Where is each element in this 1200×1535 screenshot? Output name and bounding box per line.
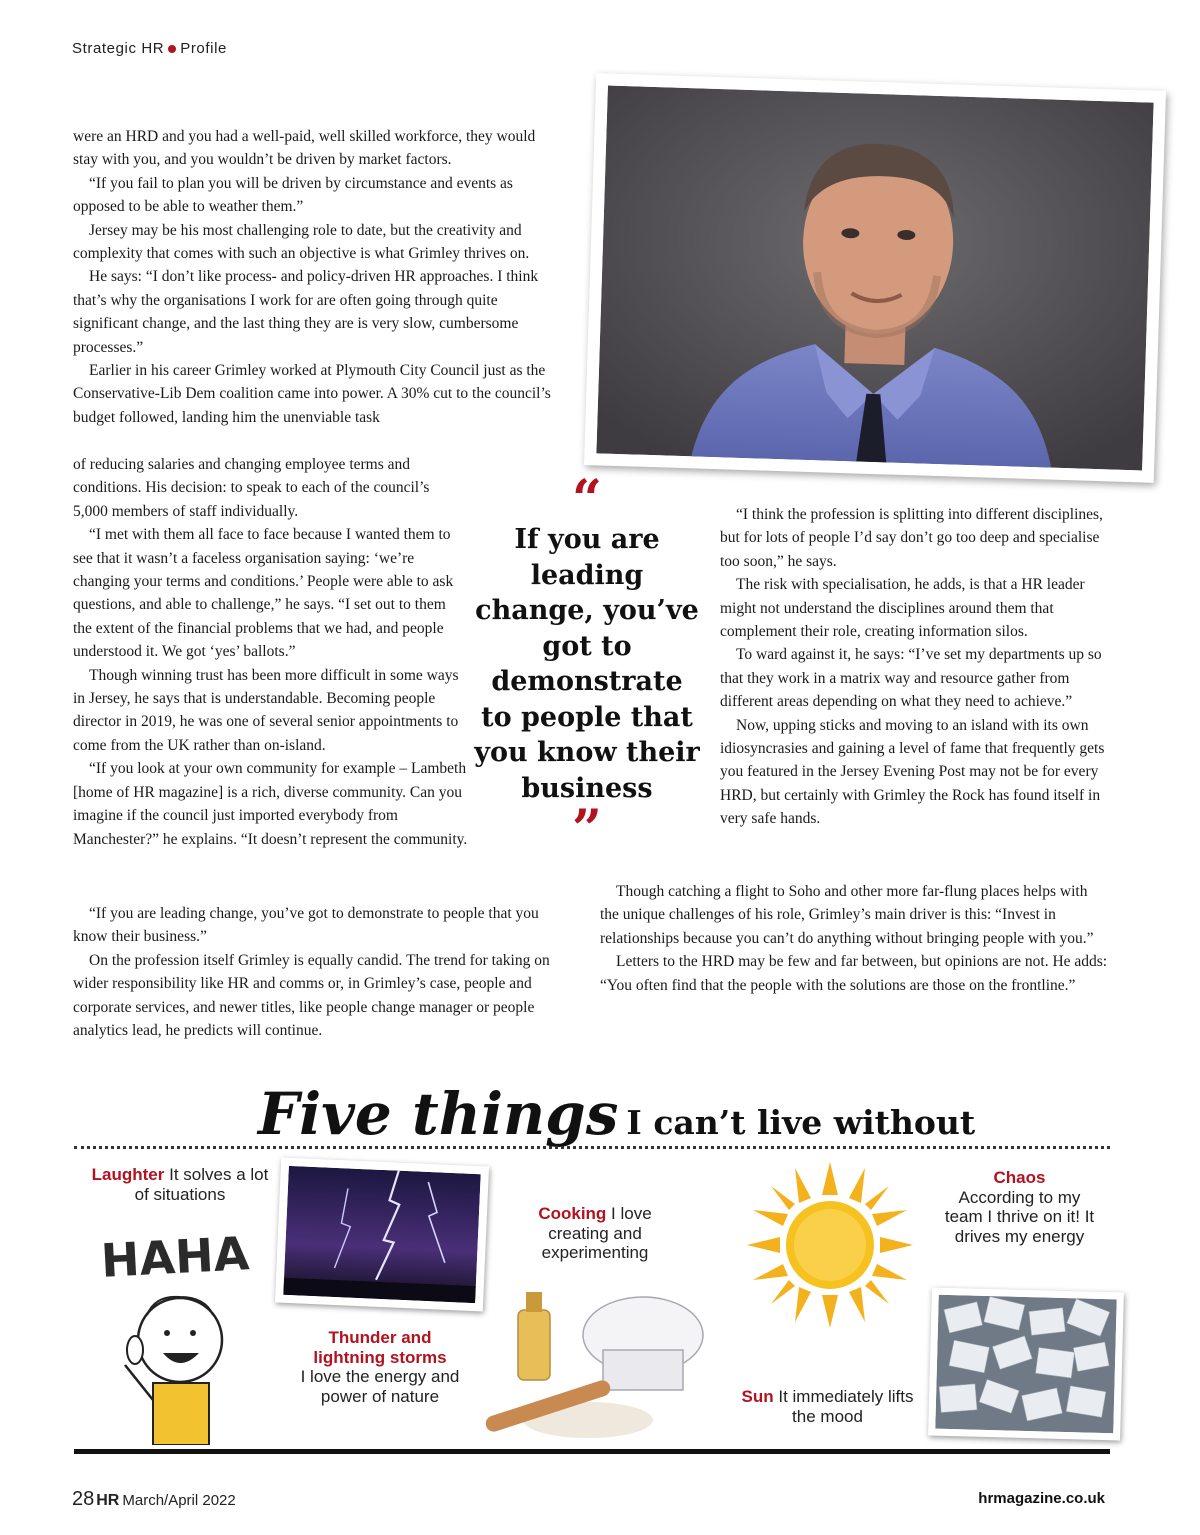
paragraph: of reducing salaries and changing employee terms and conditions. His decision: to speak to each of the council’s 5,000 members of staff individually.	[73, 456, 430, 520]
paragraph: Letters to the HRD may be few and far between, but opinions are not. He adds: “You often find that the people with the solutions are those on the frontline.”	[600, 953, 1108, 994]
paragraph: To ward against it, he says: “I’ve set my departments up so that they work in a matrix way and resource gather from different areas depending on what they need to achieve.”	[720, 646, 1102, 711]
page-number: 28	[72, 1488, 95, 1510]
laughing-cartoon-icon	[95, 1215, 255, 1445]
pull-quote-text: If you are leading change, you’ve got to demonstrate to people that you know their business	[474, 524, 700, 804]
paragraph: He says: “I don’t like process- and policy-driven HR approaches. I think that’s why the organisations I work for are often going through quite significant change, and the last thing they are is very slow, cumbersome processes.”	[73, 268, 539, 356]
item-laughter	[90, 1165, 270, 1204]
sun-icon	[745, 1160, 915, 1330]
paragraph: “If you look at your own community for example – Lambeth [home of HR magazine] is a rich, diverse community. Can you imagine if the council just imported everybody from Manchester?” he explains. “It doesn’t represent the community.	[73, 760, 468, 848]
item-description: It solves a lot of situations	[134, 1165, 269, 1204]
portrait-photo	[584, 73, 1166, 483]
five-things-title	[258, 1080, 975, 1148]
item-heading: Thunder and lightning storms	[313, 1328, 447, 1367]
item-description: I love the energy and power of nature	[300, 1367, 460, 1406]
paragraph: Though catching a flight to Soho and other more far-flung places helps with the unique challenges of his role, Grimley’s main driver is this: “Invest in relationships because you can’t do anything without bringing people with you.”	[600, 883, 1094, 947]
bottom-rule	[74, 1449, 1110, 1454]
paragraph: Now, upping sticks and moving to an island with its own idiosyncrasies and gaining a level of fame that frequently gets you featured in the Jersey Evening Post may not be for every HRD, but certainly with Grimley the Rock has found itself in very safe hands.	[720, 716, 1105, 828]
paragraph: “I think the profession is splitting into different disciplines, but for lots of people I’d say don’t go too deep and specialise too soon,” he says.	[720, 506, 1103, 570]
item-chaos	[942, 1168, 1097, 1246]
cooking-illustration-icon	[478, 1280, 728, 1445]
article-column-right-top	[720, 503, 1112, 831]
close-quote-icon: ”	[572, 799, 602, 860]
item-thunder	[295, 1328, 465, 1406]
item-description: I love creating and experimenting	[541, 1204, 652, 1262]
paragraph: The risk with specialisation, he adds, is that a HR leader might not understand the disciplines around them that complement their role, creating information silos.	[720, 576, 1085, 641]
article-column-left-bottom	[73, 902, 573, 1042]
article-column-left-mid	[73, 453, 468, 851]
article-column-right-bottom	[600, 880, 1110, 997]
bullet-dot-icon	[168, 45, 176, 53]
pull-quote	[472, 469, 702, 860]
paragraph: Though winning trust has been more difficult in some ways in Jersey, he says that is understandable. Becoming people director in 2019, he was one of several senior appointments to come from the UK rather than on-island.	[73, 666, 459, 754]
item-description: According to my team I thrive on it! It drives my energy	[944, 1187, 1095, 1246]
section-name: Strategic HR	[72, 40, 165, 57]
open-quote-icon: “	[572, 469, 602, 530]
footer-url: hrmagazine.co.uk	[978, 1490, 1105, 1507]
paragraph: “If you are leading change, you’ve got to demonstrate to people that you know their business.”	[73, 905, 539, 946]
item-description: It immediately lifts the mood	[773, 1387, 914, 1426]
five-things-title-small: I can’t live without	[626, 1103, 976, 1142]
item-heading: Sun	[741, 1387, 774, 1406]
lightning-photo	[275, 1158, 489, 1312]
magazine-name: HR	[96, 1492, 120, 1509]
paper-pile-photo	[928, 1288, 1124, 1441]
item-heading: Chaos	[993, 1168, 1046, 1187]
haha-text: HAHA	[99, 1226, 251, 1288]
paragraph: Jersey may be his most challenging role to date, but the creativity and complexity that comes with such an objective is what Grimley thrives on.	[73, 221, 530, 263]
paragraph: Earlier in his career Grimley worked at Plymouth City Council just as the Conservative-Lib Dem coalition came into power. A 30% cut to the council’s budget followed, landing him the unenviable task	[73, 362, 551, 426]
article-column-left-top	[73, 125, 563, 429]
dotted-divider	[74, 1146, 1110, 1149]
paragraph: “If you fail to plan you will be driven by circumstance and events as opposed to be able to weather them.”	[73, 174, 513, 216]
footer-left	[72, 1488, 236, 1511]
item-sun	[740, 1387, 915, 1426]
subsection-name: Profile	[180, 40, 227, 57]
paragraph: “I met with them all face to face because I wanted them to see that it wasn’t a faceless organisation saying: ‘we’re changing your terms and conditions.’ People were able to ask questions, and able to challenge,” he says. “I set out to them the extent of the financial problems that we had, and people understood it. We got ‘yes’ ballots.”	[73, 526, 454, 661]
issue-date: March/April 2022	[122, 1492, 236, 1509]
item-cooking	[520, 1204, 670, 1263]
paragraph: On the profession itself Grimley is equally candid. The trend for taking on wider responsibility like HR and comms or, in Grimley’s case, people and corporate services, and newer titles, like people change manager or people analytics lead, he predicts will continue.	[73, 951, 550, 1040]
section-label	[72, 40, 227, 57]
five-things-title-big: Five things	[258, 1080, 619, 1148]
item-heading: Cooking	[538, 1204, 607, 1223]
paragraph: were an HRD and you had a well-paid, well skilled workforce, they would stay with you, and you wouldn’t be driven by market factors.	[73, 128, 536, 169]
item-heading: Laughter	[91, 1165, 165, 1184]
